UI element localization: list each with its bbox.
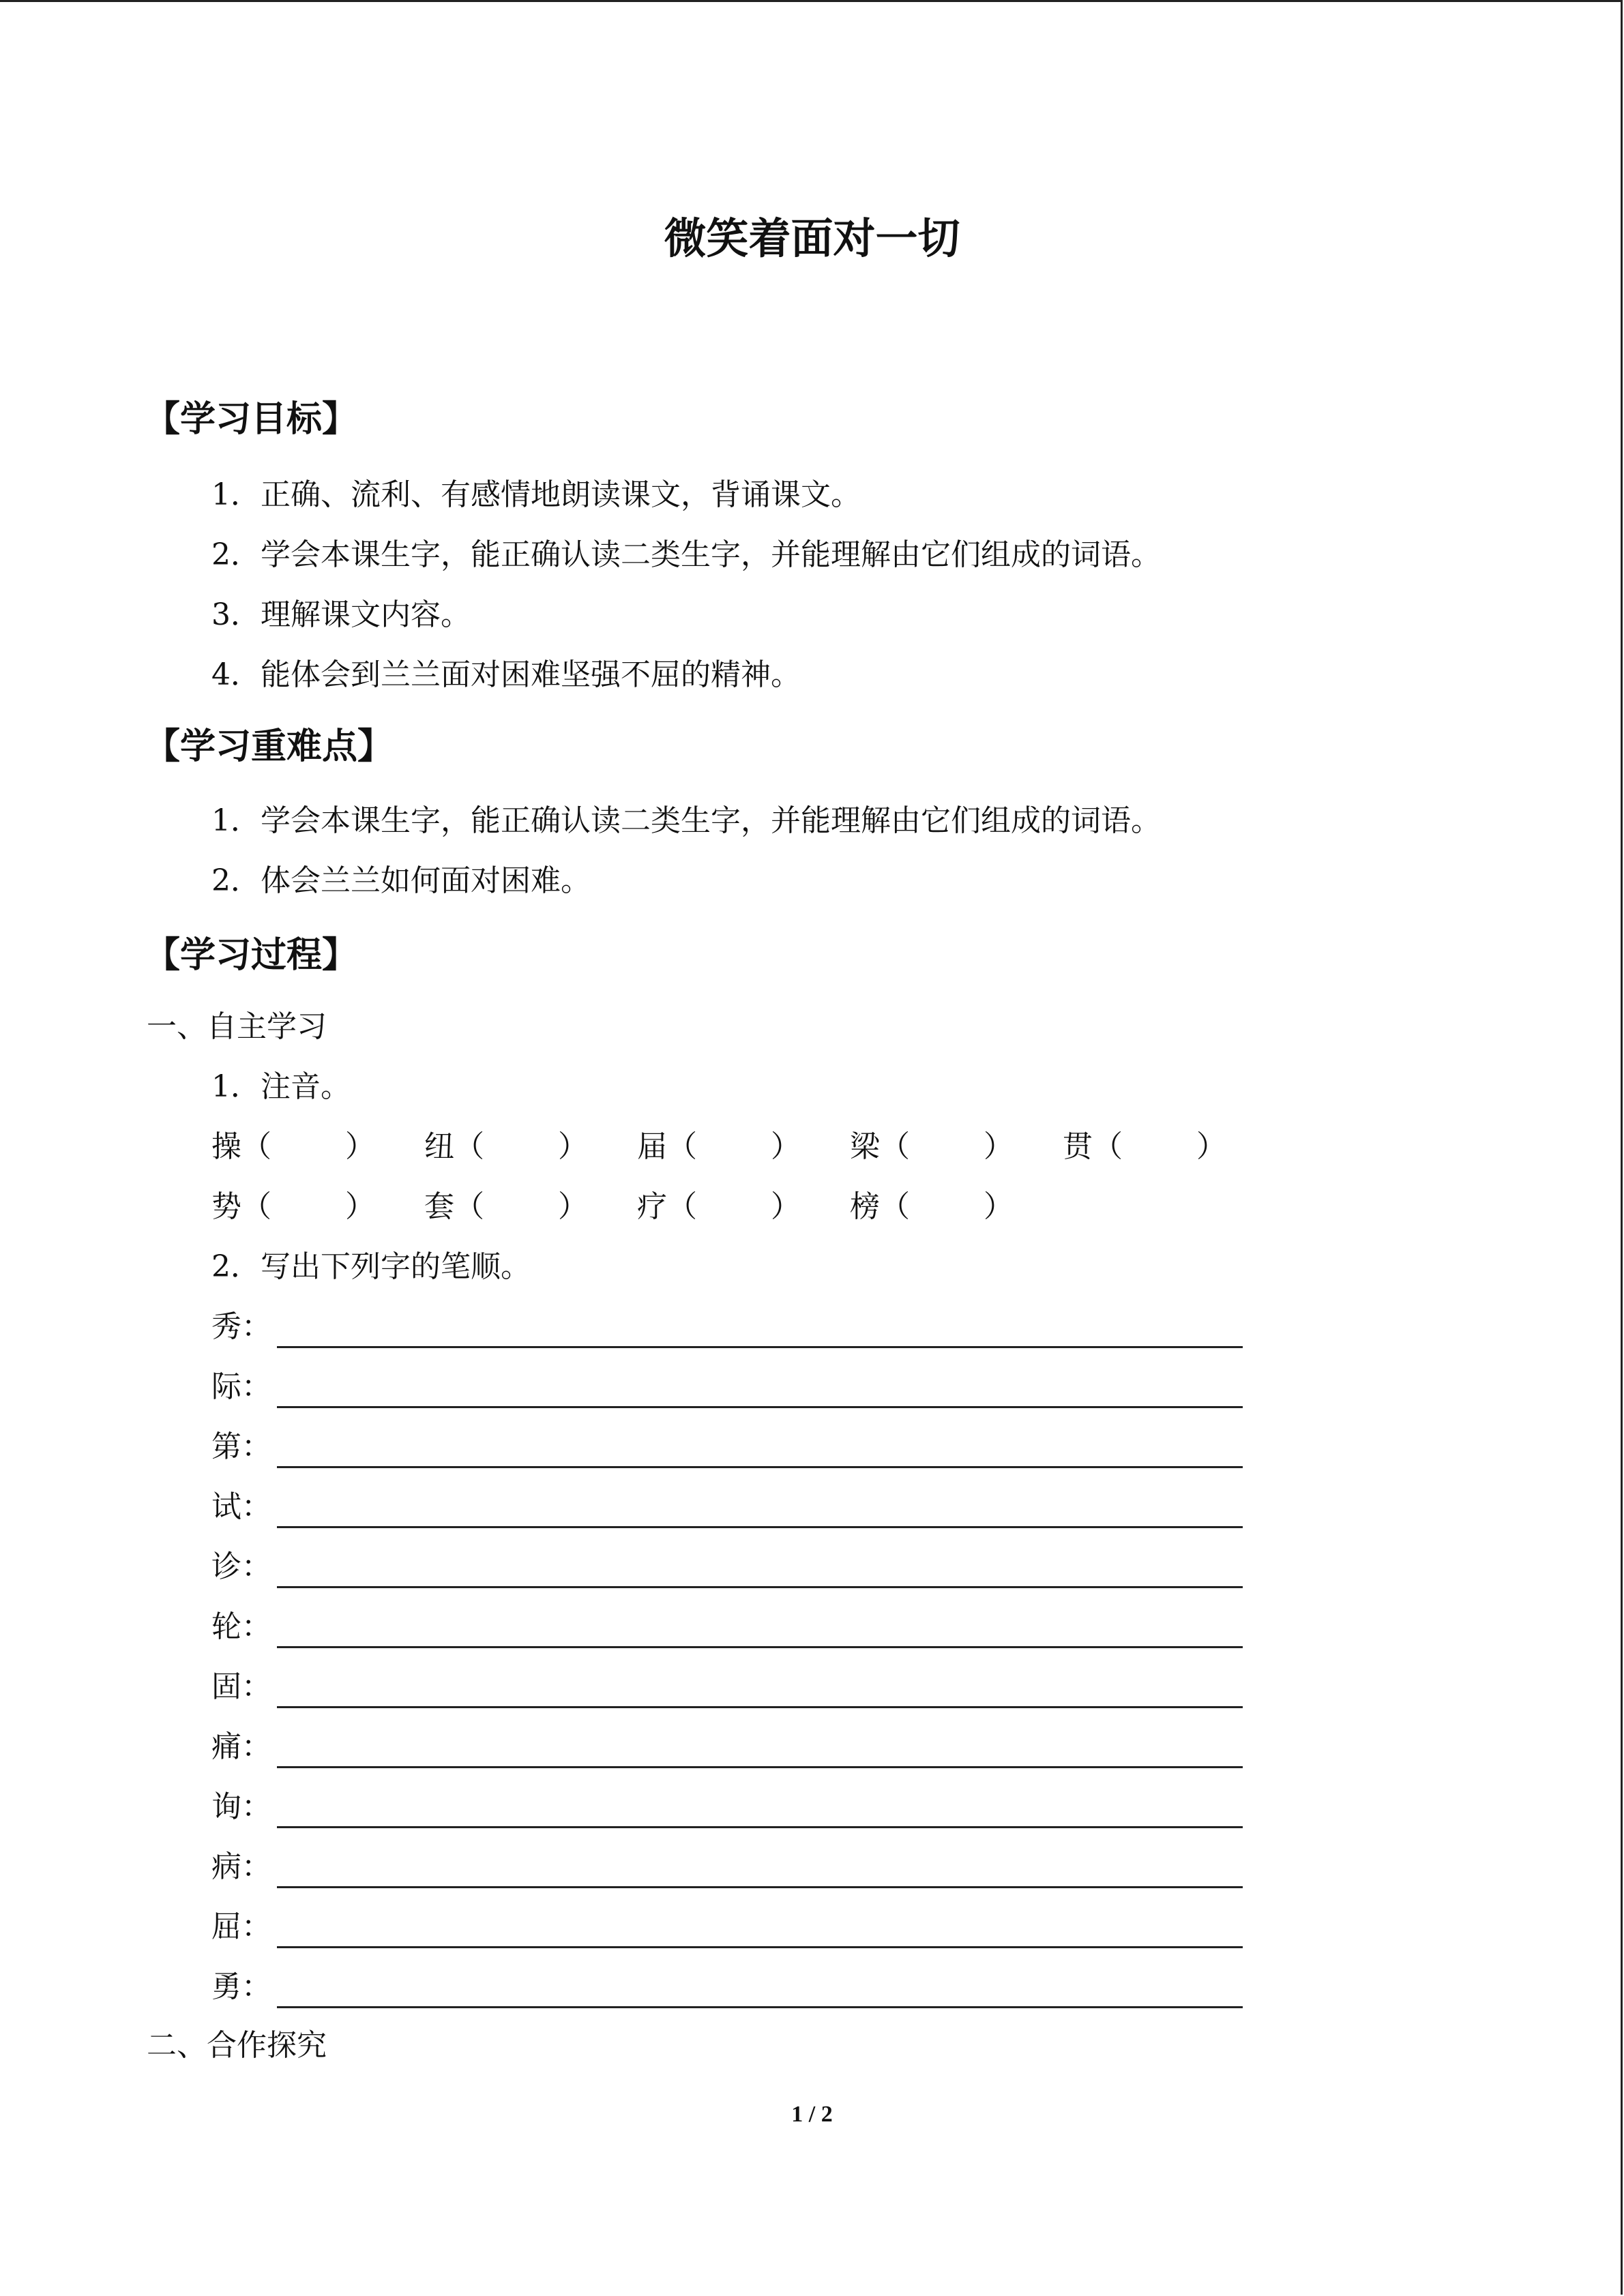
stroke-char-label: 屈：: [211, 1909, 271, 1944]
stroke-order-row[interactable]: [211, 1849, 1248, 1886]
stroke-char-label: 痛：: [211, 1729, 271, 1764]
pinyin-item: 套（ ）: [424, 1189, 588, 1224]
stroke-order-row[interactable]: [211, 1369, 1248, 1406]
pinyin-item: 榜（ ）: [850, 1189, 1014, 1224]
stroke-char-label: 勇：: [211, 1969, 271, 2004]
stroke-char-label: 际：: [211, 1369, 271, 1404]
answer-line[interactable]: [277, 2006, 1243, 2008]
answer-line[interactable]: [277, 1346, 1243, 1348]
pinyin-item: 势（ ）: [211, 1189, 375, 1224]
key-point-item-1: 1．学会本课生字，能正确认读二类生字，并能理解由它们组成的词语。: [211, 803, 1161, 838]
question-stroke-order: 2．写出下列字的笔顺。: [211, 1249, 531, 1284]
stroke-order-row[interactable]: [211, 1789, 1248, 1826]
objective-item-3: 3．理解课文内容。: [211, 597, 471, 632]
stroke-char-label: 病：: [211, 1849, 271, 1884]
stroke-order-row[interactable]: [211, 1729, 1248, 1766]
pinyin-item: 疗（ ）: [637, 1189, 801, 1224]
answer-line[interactable]: [277, 1526, 1243, 1528]
objective-item-1: 1．正确、流利、有感情地朗读课文，背诵课文。: [211, 477, 861, 512]
stroke-order-row[interactable]: [211, 1549, 1248, 1586]
objective-item-4: 4．能体会到兰兰面对困难坚强不屈的精神。: [211, 657, 801, 692]
pinyin-item: 贯（ ）: [1063, 1129, 1226, 1164]
stroke-order-row[interactable]: [211, 1669, 1248, 1706]
process-heading: 【学习过程】: [145, 935, 358, 976]
stroke-char-label: 询：: [211, 1789, 271, 1824]
answer-line[interactable]: [277, 1946, 1243, 1948]
stroke-order-row[interactable]: [211, 1429, 1248, 1466]
objectives-heading: 【学习目标】: [145, 399, 358, 440]
stroke-char-label: 试：: [211, 1489, 271, 1524]
key-point-item-2: 2．体会兰兰如何面对困难。: [211, 863, 591, 898]
pinyin-item: 操（ ）: [211, 1129, 375, 1164]
stroke-char-label: 秀：: [211, 1309, 271, 1344]
answer-line[interactable]: [277, 1406, 1243, 1408]
document-title: 微笑着面对一切: [664, 213, 960, 263]
answer-line[interactable]: [277, 1886, 1243, 1888]
answer-line[interactable]: [277, 1646, 1243, 1648]
answer-line[interactable]: [277, 1826, 1243, 1828]
objective-item-2: 2．学会本课生字，能正确认读二类生字，并能理解由它们组成的词语。: [211, 537, 1161, 572]
pinyin-item: 梁（ ）: [850, 1129, 1014, 1164]
section-self-study: 一、自主学习: [147, 1009, 327, 1044]
section-cooperative-inquiry: 二、合作探究: [147, 2028, 327, 2063]
stroke-char-label: 轮：: [211, 1609, 271, 1644]
question-pinyin: 1．注音。: [211, 1069, 351, 1104]
answer-line[interactable]: [277, 1586, 1243, 1588]
pinyin-item: 届（ ）: [637, 1129, 801, 1164]
stroke-order-row[interactable]: [211, 1969, 1248, 2006]
stroke-order-row[interactable]: [211, 1489, 1248, 1526]
pinyin-item: 纽（ ）: [424, 1129, 588, 1164]
stroke-order-row[interactable]: [211, 1609, 1248, 1646]
stroke-char-label: 第：: [211, 1429, 271, 1464]
page-number: 1 / 2: [791, 2102, 833, 2127]
answer-line[interactable]: [277, 1766, 1243, 1768]
stroke-order-row[interactable]: [211, 1309, 1248, 1346]
stroke-char-label: 固：: [211, 1669, 271, 1704]
key-points-heading: 【学习重难点】: [145, 726, 394, 767]
answer-line[interactable]: [277, 1706, 1243, 1708]
stroke-order-row[interactable]: [211, 1909, 1248, 1946]
stroke-char-label: 诊：: [211, 1549, 271, 1584]
answer-line[interactable]: [277, 1466, 1243, 1468]
